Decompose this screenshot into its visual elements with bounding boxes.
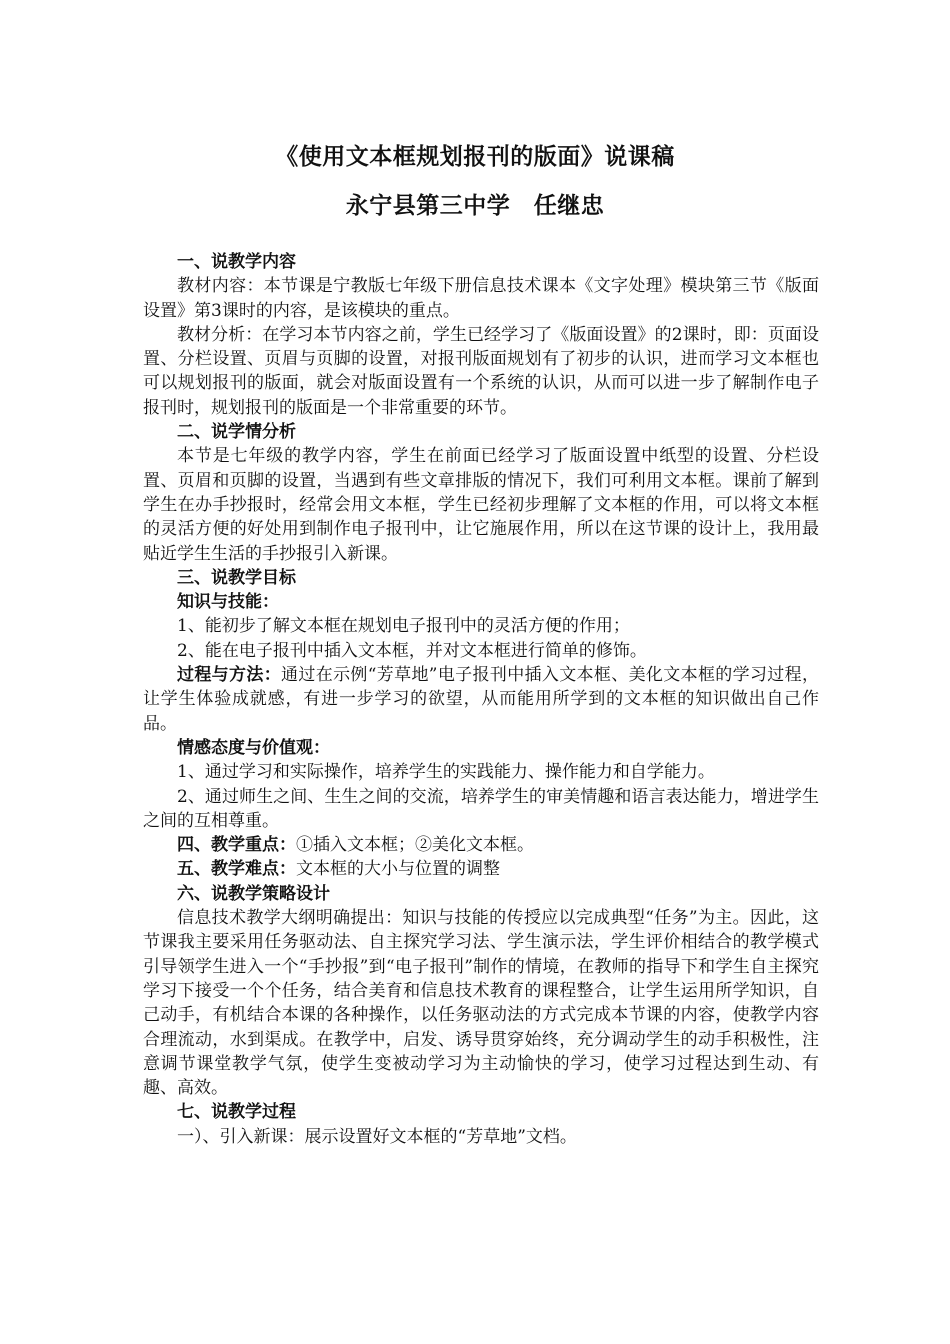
section-heading: 七、说教学过程 (177, 1102, 296, 1123)
list-item: 2、通过师生之间、生生之间的交流，培养学生的审美情趣和语言表达能力，增进学生之间的互相尊重。 (143, 786, 819, 831)
section-heading: 一、说教学内容 (177, 252, 296, 272)
section-heading: 三、说教学目标 (177, 567, 296, 588)
paragraph-text: 文本框的大小与位置的调整 (296, 859, 500, 880)
subheading: 情感态度与价值观： (177, 737, 330, 758)
paragraph: 一）、引入新课：展示设置好文本框的“芳草地”文档。 (177, 1126, 577, 1147)
section-heading: 五、教学难点： (177, 859, 296, 880)
paragraph-text: 通过在示例“芳草地”电子报刊中插入文本框、美化文本框的学习过程，让学生体验成就感，有进一步学习的欲望，从而能用所学到的文本框的知识做出自己作品。 (143, 665, 819, 734)
paragraph (143, 857, 819, 881)
subheading: 知识与技能： (177, 592, 279, 613)
document-body (143, 250, 819, 1149)
document-title: 《使用文本框规划报刊的版面》说课稿 (275, 144, 675, 170)
subheading: 过程与方法： (177, 665, 282, 686)
author-line: 永宁县第三中学 任继忠 (345, 193, 605, 219)
paragraph (143, 663, 819, 736)
section-heading: 六、说教学策略设计 (177, 883, 330, 904)
paragraph (143, 833, 819, 857)
section-heading: 四、教学重点： (177, 835, 296, 856)
list-item: 2、能在电子报刊中插入文本框，并对文本框进行简单的修饰。 (177, 640, 647, 661)
paragraph: 信息技术教学大纲明确提出：知识与技能的传授应以完成典型“任务”为主。因此，这节课我主要采用任务驱动法、自主探究学习法、学生演示法，学生评价相结合的教学模式引导领学生进入一个“手抄报”到“电子报刊”制作的情境，在教师的指导下和学生自主探究学习下接受一个个任务，结合美育和信息技术教育的课程整合，让学生运用所学知识，自己动手，有机结合本课的各种操作，以任务驱动法的方式完成本节课的内容，使教学内容合理流动，水到渠成。在教学中，启发、诱导贯穿始终，充分调动学生的动手积极性，注意调节课堂教学气氛，使学生变被动学习为主动愉快的学习，使学习过程达到生动、有趣、高效。 (143, 908, 819, 1099)
list-item: 1、能初步了解文本框在规划电子报刊中的灵活方便的作用； (177, 616, 630, 637)
paragraph: 教材分析：在学习本节内容之前，学生已经学习了《版面设置》的2课时，即：页面设置、分栏设置、页眉与页脚的设置，对报刊版面规划有了初步的认识，进而学习文本框也可以规划报刊的版面，就会对版面设置有一个系统的认识，从而可以进一步了解制作电子报刊时，规划报刊的版面是一个非常重要的环节。 (143, 324, 819, 418)
paragraph: 教材内容：本节课是宁教版七年级下册信息技术课本《文字处理》模块第三节《版面设置》第3课时的内容，是该模块的重点。 (143, 276, 819, 321)
paragraph-text: ①插入文本框；②美化文本框。 (296, 835, 534, 856)
paragraph: 本节是七年级的教学内容，学生在前面已经学习了版面设置中纸型的设置、分栏设置、页眉和页脚的设置，当遇到有些文章排版的情况下，我们可利用文本框。课前了解到学生在办手抄报时，经常会用文本框，学生已经初步理解了文本框的作用，可以将文本框的灵活方便的好处用到制作电子报刊中，让它施展作用，所以在这节课的设计上，我用最贴近学生生活的手抄报引入新课。 (143, 446, 819, 564)
list-item: 1、通过学习和实际操作，培养学生的实践能力、操作能力和自学能力。 (177, 762, 715, 783)
section-heading: 二、说学情分析 (177, 422, 296, 443)
